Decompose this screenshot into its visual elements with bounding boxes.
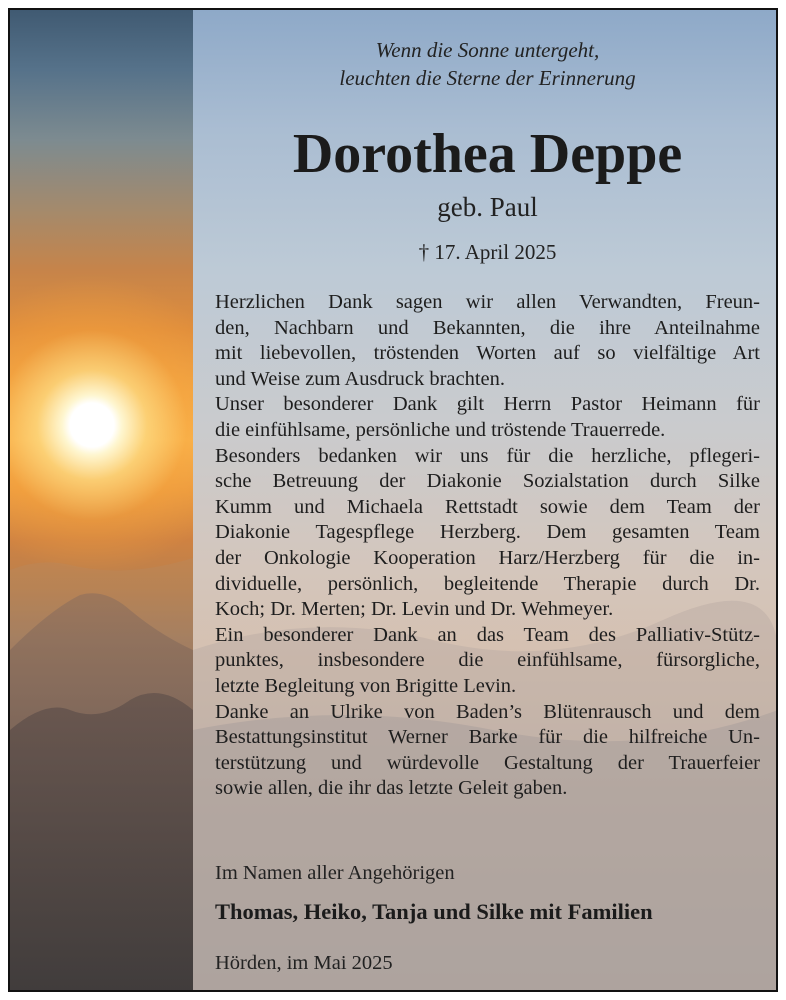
body-line: und Weise zum Ausdruck brachten. (215, 367, 506, 390)
motto (215, 36, 760, 92)
body-line: mit liebevollen, tröstenden Worten auf so vielfältige Art (215, 342, 760, 365)
body-line: Ein besonderer Dank an das Team des Palliativ-Stütz- (215, 623, 760, 646)
body-line: Bestattungsinstitut Werner Barke für die hilfreiche Un- (215, 726, 760, 749)
birth-name: geb. Paul (437, 192, 538, 222)
mountain-silhouette (10, 10, 193, 992)
body-line: Diakonie Tagespflege Herzberg. Dem gesamten Team (215, 521, 760, 544)
body-line: den, Nachbarn und Bekannten, die ihre Anteilnahme (215, 316, 760, 339)
sunset-photo (10, 10, 193, 990)
family-signature: Thomas, Heiko, Tanja und Silke mit Familien (215, 899, 653, 924)
place-and-date: Hörden, im Mai 2025 (215, 952, 393, 974)
body-line: Kumm und Michaela Rettstadt sowie dem Team der (215, 495, 760, 518)
obituary-frame (8, 8, 778, 992)
body-line: punktes, insbesondere die einfühlsame, fürsorgliche, (215, 649, 760, 672)
body-line: der Onkologie Kooperation Harz/Herzberg für die in- (215, 546, 760, 569)
body-line: Unser besonderer Dank gilt Herrn Pastor Heimann für (215, 393, 760, 416)
death-date: † 17. April 2025 (418, 240, 557, 264)
body-line: dividuelle, persönlich, begleitende Therapie durch Dr. (215, 572, 760, 595)
body-line: Besonders bedanken wir uns für die herzliche, pflegeri- (215, 444, 760, 467)
deceased-name: Dorothea Deppe (292, 123, 683, 185)
body-line: terstützung und würdevolle Gestaltung der Trauerfeier (215, 751, 760, 774)
motto-line-1: Wenn die Sonne untergeht, (375, 38, 600, 62)
body-line: sche Betreuung der Diakonie Sozialstation durch Silke (215, 470, 760, 493)
closing-line: Im Namen aller Angehörigen (215, 862, 455, 884)
body-line: letzte Begleitung von Brigitte Levin. (215, 674, 517, 697)
thank-you-text (215, 290, 760, 802)
body-line: Koch; Dr. Merten; Dr. Levin und Dr. Wehmeyer. (215, 598, 614, 621)
body-line: Danke an Ulrike von Baden’s Blütenrausch und dem (215, 700, 760, 723)
body-line: die einfühlsame, persönliche und tröstende Trauerrede. (215, 418, 666, 441)
motto-line-2: leuchten die Sterne der Erinnerung (339, 66, 636, 90)
body-line: sowie allen, die ihr das letzte Geleit gaben. (215, 777, 568, 800)
body-line: Herzlichen Dank sagen wir allen Verwandten, Freun- (215, 291, 760, 313)
